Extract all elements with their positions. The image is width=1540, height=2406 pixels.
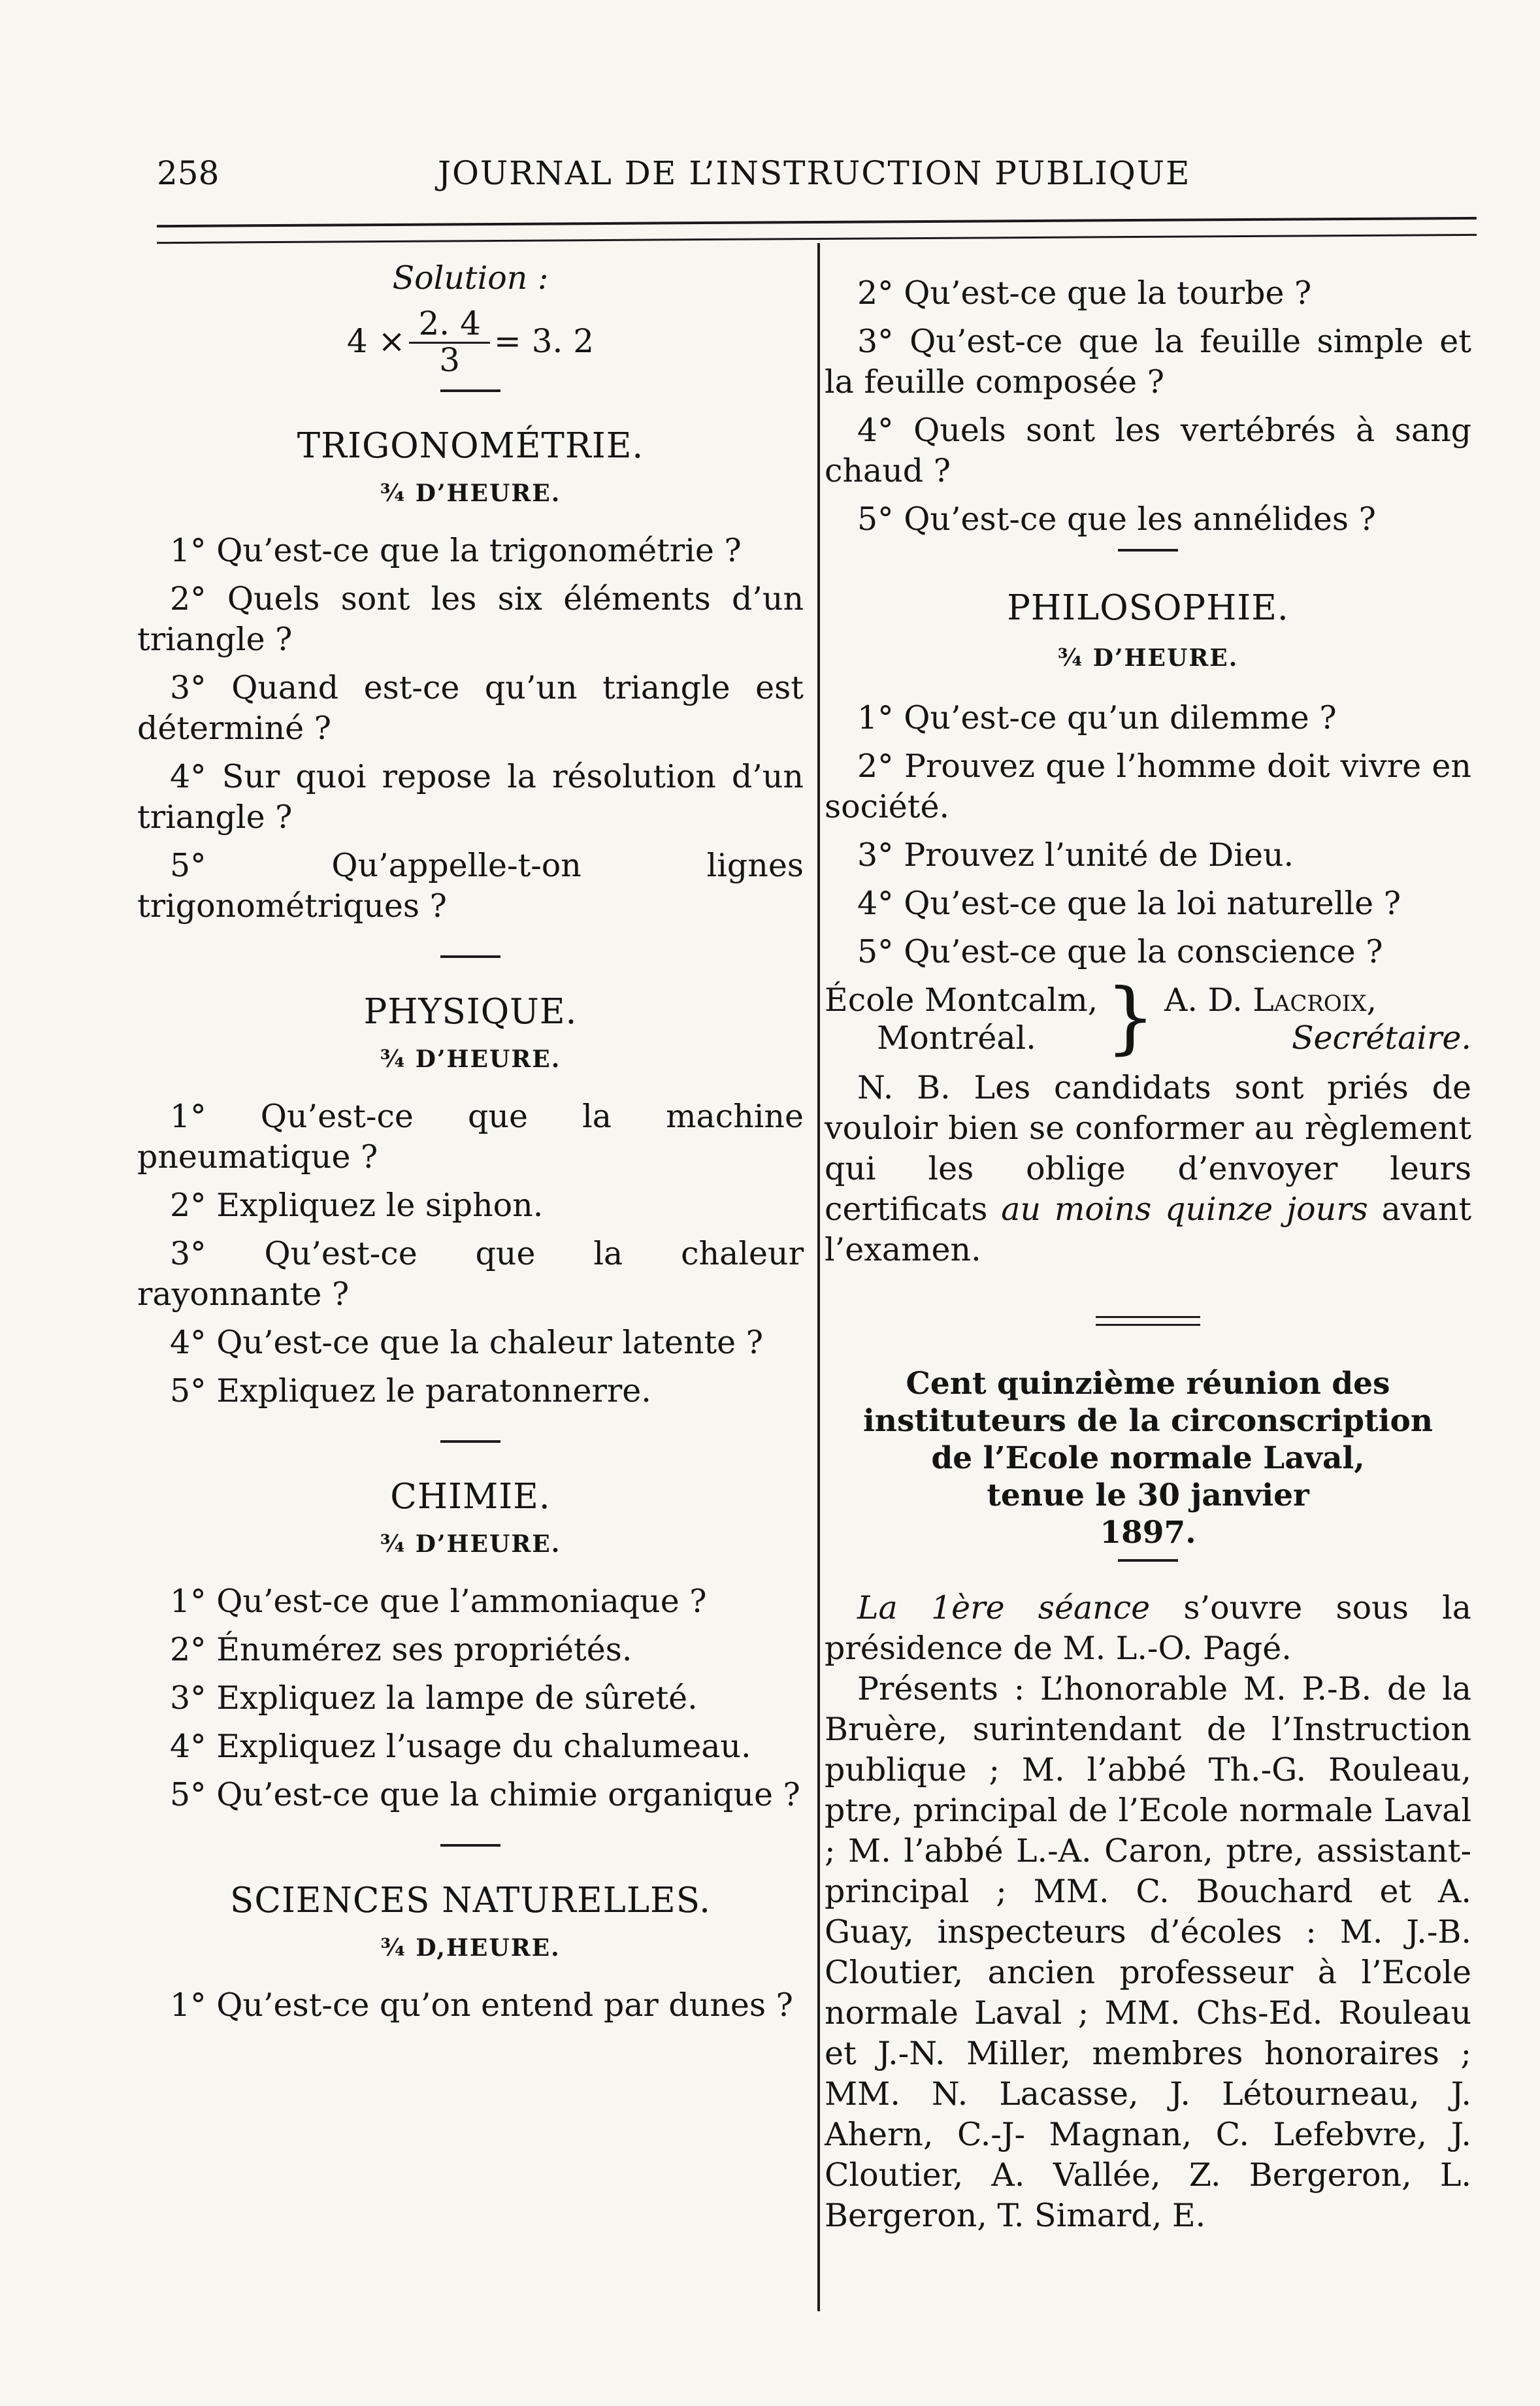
- meeting-title-line: Cent quinzième réunion des instituteurs de la circonscription: [862, 1366, 1434, 1439]
- question-item: 1° Qu’est-ce qu’on entend par dunes ?: [170, 1986, 793, 2024]
- question-item: 2° Quels sont les six éléments d’un triangle ?: [137, 580, 804, 658]
- question-item: 4° Qu’est-ce que la loi naturelle ?: [857, 885, 1401, 922]
- signature-brace-icon: }: [1106, 972, 1156, 1063]
- solution-formula: [137, 305, 804, 379]
- question-item: 2° Énumérez ses propriétés.: [170, 1631, 632, 1668]
- solution-label: Solution :: [392, 259, 549, 297]
- nota-bene-text: N. B. Les candidats sont priés de vouloir bien se conformer au règlement qui les oblige d’envoyer leurs certificats: [825, 1069, 1471, 1228]
- meeting-title-line: 1897.: [1100, 1515, 1196, 1551]
- page-number: 258: [157, 154, 220, 192]
- section-title-philosophie: PHILOSOPHIE.: [1007, 588, 1289, 628]
- meeting-session: La 1ère séance: [857, 1589, 1151, 1626]
- question-item: 3° Expliquez la lampe de sûreté.: [170, 1679, 698, 1717]
- formula-denominator: 3: [439, 341, 461, 379]
- question-item: 4° Qu’est-ce que la chaleur latente ?: [170, 1324, 764, 1361]
- signature-block: [825, 972, 1471, 1064]
- question-item: 5° Expliquez le paratonnerre.: [170, 1372, 651, 1409]
- meeting-title-line: tenue le 30 janvier: [987, 1477, 1309, 1513]
- column-divider: [817, 243, 820, 2311]
- section-time: ¾ D’HEURE.: [380, 1046, 561, 1073]
- nota-bene-emphasis: au moins quinze jours: [1001, 1191, 1368, 1228]
- signature-city: Montréal.: [877, 1019, 1036, 1057]
- signature-role: Secrétaire.: [1291, 1019, 1471, 1057]
- question-item: 3° Prouvez l’unité de Dieu.: [857, 836, 1294, 874]
- question-item: 1° Qu’est-ce que la machine pneumatique ?: [137, 1098, 804, 1176]
- page-header: [157, 154, 1470, 206]
- question-item: 3° Qu’est-ce que la feuille simple et la feuille composée ?: [825, 323, 1471, 401]
- section-separator: [440, 1440, 500, 1443]
- question-item: 4° Expliquez l’usage du chalumeau.: [170, 1728, 751, 1765]
- section-title-sciences-naturelles: SCIENCES NATURELLES.: [230, 1881, 711, 1920]
- header-double-rule: [157, 217, 1477, 244]
- question-item: 1° Qu’est-ce que l’ammoniaque ?: [170, 1583, 707, 1620]
- nota-bene-end: avant l’examen.: [825, 1191, 1472, 1268]
- meeting-paragraph: [825, 1588, 1471, 1669]
- signature-name: A. D. Lacroix,: [1164, 981, 1377, 1019]
- section-separator: [1118, 549, 1178, 552]
- right-column: [825, 273, 1471, 2236]
- question-item: 2° Qu’est-ce que la tourbe ?: [857, 274, 1312, 312]
- meeting-title: [825, 1365, 1471, 1551]
- left-column: [137, 258, 804, 2034]
- question-item: 4° Sur quoi repose la résolution d’un triangle ?: [137, 758, 804, 836]
- question-item: 5° Qu’est-ce que la chimie organique ?: [170, 1776, 800, 1813]
- meeting-title-line: de l’Ecole normale Laval,: [931, 1440, 1365, 1476]
- signature-place: École Montcalm,: [825, 981, 1098, 1019]
- nota-bene: [825, 1068, 1471, 1270]
- question-item: 3° Qu’est-ce que la chaleur rayonnante ?: [137, 1235, 804, 1313]
- meeting-opening-text: s’ouvre sous la présidence de M. L.-O. Pagé.: [825, 1589, 1471, 1667]
- section-separator: [440, 389, 500, 392]
- formula-right: = 3. 2: [493, 321, 595, 360]
- section-title-chimie: CHIMIE.: [390, 1477, 551, 1517]
- question-item: 1° Qu’est-ce que la trigonométrie ?: [170, 532, 742, 569]
- section-separator: [440, 1844, 500, 1847]
- section-title-trigonometrie: TRIGONOMÉTRIE.: [297, 426, 644, 466]
- section-title-physique: PHYSIQUE.: [363, 992, 578, 1032]
- question-item: 5° Qu’est-ce que la conscience ?: [857, 933, 1383, 970]
- running-title: JOURNAL DE L’INSTRUCTION PUBLIQUE: [438, 154, 1191, 192]
- section-time: ¾ D,HEURE.: [380, 1934, 561, 1962]
- section-time: ¾ D’HEURE.: [380, 1530, 561, 1558]
- formula-fraction: [409, 305, 489, 379]
- question-item: 3° Quand est-ce qu’un triangle est déterminé ?: [137, 669, 804, 747]
- question-item: 2° Expliquez le siphon.: [170, 1187, 544, 1224]
- question-item: 5° Qu’appelle-t-on lignes trigonométriques ?: [137, 847, 804, 925]
- section-time: ¾ D’HEURE.: [1057, 644, 1239, 672]
- question-item: 4° Quels sont les vertébrés à sang chaud ?: [825, 412, 1471, 489]
- section-time: ¾ D’HEURE.: [380, 480, 561, 507]
- section-separator: [1118, 1559, 1178, 1562]
- formula-left: 4 ×: [346, 321, 406, 360]
- question-item: 1° Qu’est-ce qu’un dilemme ?: [857, 699, 1337, 736]
- double-separator: [1096, 1316, 1200, 1326]
- formula-numerator: 2. 4: [409, 305, 489, 344]
- question-item: 2° Prouvez que l’homme doit vivre en société.: [825, 748, 1471, 825]
- question-item: 5° Qu’est-ce que les annélides ?: [857, 501, 1376, 538]
- section-separator: [440, 955, 500, 958]
- meeting-attendees: Présents : L’honorable M. P.-B. de la Bruère, surintendant de l’Instruction publique ; M. l’abbé Th.-G. Rouleau, ptre, principal de l’Ecole normale Laval ; M. l’abbé L.-A. Caron, ptre, assistant-principal ; MM. C. Bouchard et A. Guay, inspecteurs d’écoles : M. J.-B. Cloutier, ancien professeur à l’Ecole normale Laval ; MM. Chs-Ed. Rouleau et J.-N. Miller, membres honoraires ; MM. N. Lacasse, J. Létourneau, J. Ahern, C.-J- Magnan, C. Lefebvre, J. Cloutier, A. Vallée, Z. Bergeron, L. Bergeron, T. Simard, E.: [825, 1670, 1471, 2234]
